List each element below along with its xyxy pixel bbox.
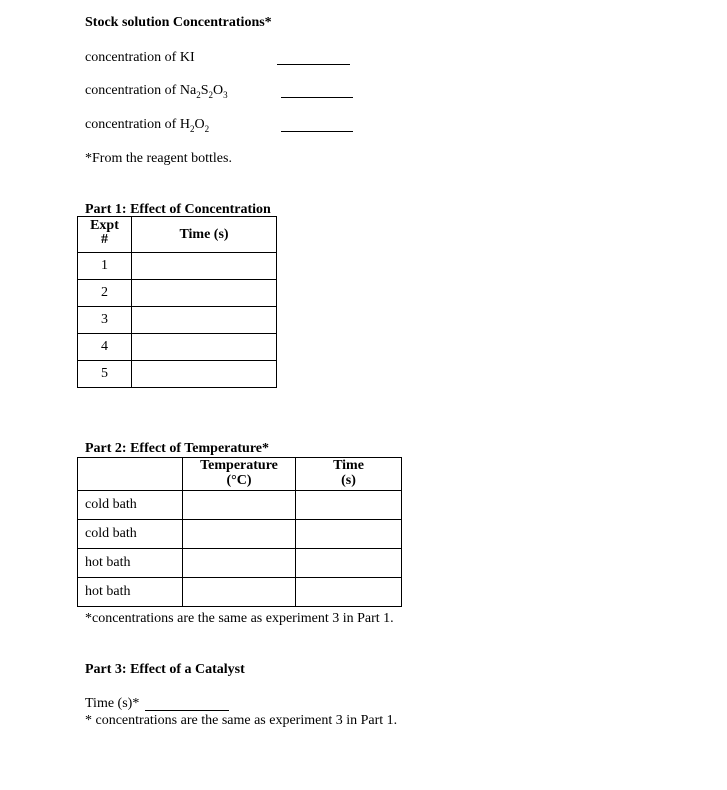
bath-label: cold bath — [78, 520, 183, 549]
expt-number: 4 — [78, 334, 132, 361]
time-header — [296, 458, 402, 491]
stock-title: Stock solution Concentrations* — [85, 15, 272, 30]
o-symbol: O — [194, 117, 205, 132]
na2s2o3-concentration-label — [85, 83, 228, 99]
time-cell[interactable] — [296, 520, 402, 549]
table-row — [78, 578, 402, 607]
bath-label: hot bath — [78, 578, 183, 607]
time-cell[interactable] — [132, 280, 277, 307]
part3-title: Part 3: Effect of a Catalyst — [85, 662, 245, 677]
na2s2o3-concentration-blank[interactable] — [281, 97, 353, 98]
condition-header — [78, 458, 183, 491]
catalyst-time-label: Time (s)* — [85, 696, 140, 711]
o-subscript: 2 — [204, 123, 210, 134]
time-cell[interactable] — [296, 549, 402, 578]
na-subscript: 2 — [196, 89, 201, 100]
table-row — [78, 280, 277, 307]
part2-note: *concentrations are the same as experiment 3 in Part 1. — [85, 611, 394, 626]
time-cell[interactable] — [296, 491, 402, 520]
expt-number: 2 — [78, 280, 132, 307]
o-subscript: 3 — [223, 89, 228, 100]
time-cell[interactable] — [132, 334, 277, 361]
na-prefix: concentration of Na — [85, 83, 197, 98]
reagent-note: *From the reagent bottles. — [85, 151, 232, 166]
expt-number: 3 — [78, 307, 132, 334]
table-row — [78, 549, 402, 578]
bath-label: cold bath — [78, 491, 183, 520]
h-prefix: concentration of H — [85, 117, 190, 132]
part2-table — [77, 457, 402, 607]
table-row — [78, 307, 277, 334]
table-row — [78, 253, 277, 280]
temperature-cell[interactable] — [183, 491, 296, 520]
temperature-header-line2: (°C) — [226, 473, 252, 488]
time-cell[interactable] — [132, 253, 277, 280]
h2o2-concentration-label — [85, 117, 209, 133]
bath-label: hot bath — [78, 549, 183, 578]
temperature-header — [183, 458, 296, 491]
time-cell[interactable] — [132, 361, 277, 388]
ki-concentration-blank[interactable] — [277, 64, 350, 65]
temperature-header-line1: Temperature — [200, 458, 278, 473]
part3-note: * concentrations are the same as experiment 3 in Part 1. — [85, 713, 398, 728]
expt-number: 1 — [78, 253, 132, 280]
time-header: Time (s) — [132, 217, 277, 253]
h-subscript: 2 — [189, 123, 195, 134]
table-row — [78, 520, 402, 549]
expt-header — [78, 217, 132, 253]
table-row — [78, 361, 277, 388]
catalyst-time-blank[interactable] — [145, 710, 229, 711]
part1-title: Part 1: Effect of Concentration — [85, 202, 271, 217]
table-row — [78, 334, 277, 361]
part1-table — [77, 216, 277, 388]
expt-header-line2: # — [101, 232, 108, 247]
o-symbol: O — [212, 83, 224, 98]
h2o2-concentration-blank[interactable] — [281, 131, 353, 132]
temperature-cell[interactable] — [183, 520, 296, 549]
expt-number: 5 — [78, 361, 132, 388]
s-symbol: S — [200, 83, 209, 98]
temperature-cell[interactable] — [183, 578, 296, 607]
time-header-line1: Time — [333, 458, 364, 473]
time-cell[interactable] — [296, 578, 402, 607]
temperature-cell[interactable] — [183, 549, 296, 578]
part2-title: Part 2: Effect of Temperature* — [85, 441, 270, 456]
expt-header-line1: Expt — [90, 218, 119, 233]
time-cell[interactable] — [132, 307, 277, 334]
ki-concentration-label: concentration of KI — [85, 50, 195, 65]
time-header-line2: (s) — [341, 473, 356, 488]
s-subscript: 2 — [208, 89, 213, 100]
table-row — [78, 491, 402, 520]
